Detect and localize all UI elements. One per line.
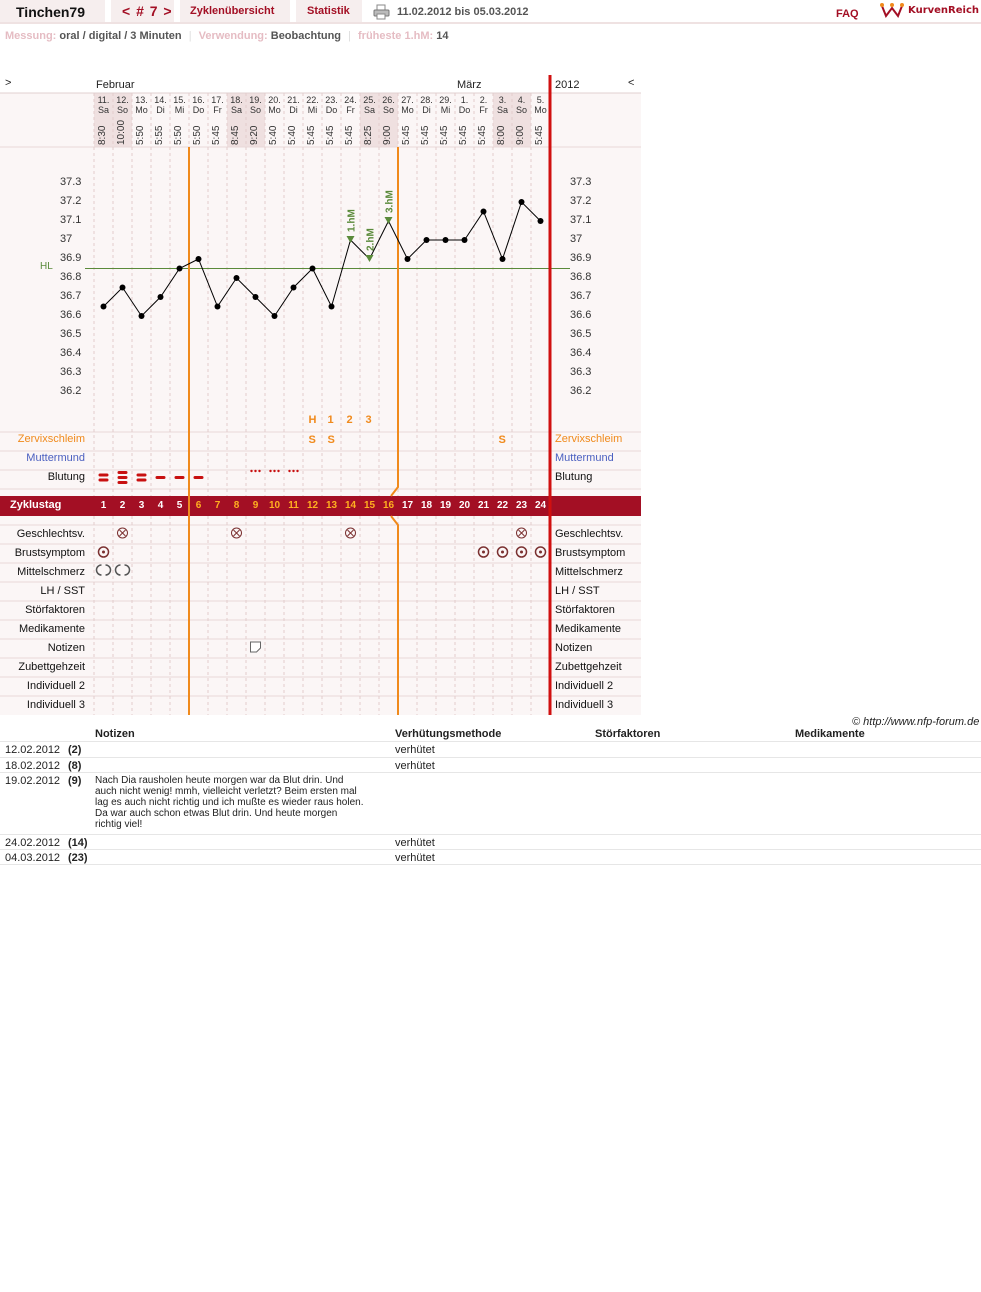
- table-row: [0, 773, 981, 835]
- day-weekday: Di: [156, 105, 165, 115]
- day-date: 26.: [382, 95, 395, 105]
- measurement-time: 5:40: [287, 125, 298, 145]
- temp-tick-left: 37.1: [60, 214, 82, 226]
- measurement-time: 5:50: [192, 125, 203, 145]
- row-date: 12.02.2012: [5, 744, 61, 756]
- hl-label: HL: [40, 260, 53, 272]
- cycle-day-number: 16: [382, 500, 395, 511]
- cycle-navigator[interactable]: < # 7 >: [111, 0, 174, 22]
- day-date: 15.: [173, 95, 186, 105]
- row-note: Nach Dia rausholen heute morgen war da Blut drin. Und auch nicht wenig! mmh, vielleicht verletzt? Beim ersten mal lag es auch nicht richtig und ich mußte es wieder raus holen. Da war auch schon etwas Blut drin. Und heute morgen richtig viel!: [95, 775, 364, 830]
- day-date: 5.: [536, 95, 545, 105]
- use-value: Beobachtung: [270, 30, 342, 42]
- cycle-day-number: 2: [119, 500, 126, 511]
- cycle-day-number: 17: [401, 500, 414, 511]
- hm-label: 1.hM: [346, 209, 358, 232]
- header-disturbances: Störfaktoren: [595, 728, 661, 740]
- copyright: © http://www.nfp-forum.de: [852, 716, 980, 728]
- temp-tick-left: 36.7: [60, 290, 82, 302]
- day-date: 16.: [192, 95, 205, 105]
- day-weekday: Mo: [268, 105, 281, 115]
- first-hm-value: 14: [436, 30, 449, 42]
- day-weekday: Fr: [213, 105, 222, 115]
- measurement-time: 5:50: [135, 125, 146, 145]
- cycle-day-number: 24: [534, 500, 547, 511]
- day-weekday: Di: [289, 105, 298, 115]
- cycle-day-number: 22: [496, 500, 509, 511]
- cycle-day-number: 11: [288, 500, 299, 511]
- measurement-time: 5:45: [420, 125, 431, 145]
- day-weekday: So: [116, 105, 128, 115]
- row-label-bleeding: Blutung: [47, 471, 85, 483]
- temp-tick-left: 37.2: [60, 195, 82, 207]
- cycle-day-number: 13: [325, 500, 338, 511]
- day-date: 23.: [325, 95, 338, 105]
- faq-link[interactable]: FAQ: [836, 8, 859, 20]
- day-weekday: So: [249, 105, 261, 115]
- row-label-right-meds: Medikamente: [555, 623, 622, 635]
- day-weekday: Mo: [534, 105, 547, 115]
- day-date: 4.: [517, 95, 526, 105]
- cervix-mark: S: [498, 434, 506, 446]
- header-notes: Notizen: [95, 728, 135, 740]
- day-date: 14.: [154, 95, 167, 105]
- measurement-time: 5:40: [268, 125, 279, 145]
- row-date: 19.02.2012: [5, 775, 61, 787]
- cycle-day-number: 1: [100, 500, 107, 511]
- row-label-right-cervix_os: Muttermund: [555, 452, 614, 464]
- day-date: 27.: [401, 95, 414, 105]
- day-weekday: Mo: [135, 105, 148, 115]
- measurement-time: 9:00: [382, 125, 393, 145]
- measurement-time: 5:45: [306, 125, 317, 145]
- day-date: 11.: [97, 95, 110, 105]
- day-date: 22.: [306, 95, 319, 105]
- row-cycleday: (23): [68, 852, 88, 864]
- day-weekday: Fr: [346, 105, 355, 115]
- day-weekday: So: [382, 105, 394, 115]
- hm-count-label: H: [308, 414, 317, 426]
- measurement-time: 10:00: [116, 119, 127, 145]
- measurement-time: 5:45: [477, 125, 488, 145]
- measurement-time: 5:45: [401, 125, 412, 145]
- day-date: 3.: [498, 95, 507, 105]
- temp-tick-right: 36.3: [570, 366, 592, 378]
- separator: |: [188, 30, 192, 42]
- day-date: 21.: [287, 95, 300, 105]
- day-weekday: Mo: [401, 105, 414, 115]
- row-label-cervix_os: Muttermund: [26, 452, 85, 464]
- day-date: 2.: [479, 95, 488, 105]
- cycle-day-number: 21: [477, 500, 490, 511]
- measurement-time: 9:20: [249, 125, 260, 145]
- statistics-link[interactable]: Statistik: [296, 0, 362, 22]
- day-date: 19.: [249, 95, 262, 105]
- cycle-day-number: 12: [306, 500, 319, 511]
- row-cycleday: (2): [68, 744, 82, 756]
- row-cycleday: (14): [68, 837, 88, 849]
- cycle-day-number: 18: [420, 500, 433, 511]
- temp-tick-right: 36.4: [570, 347, 592, 359]
- cycle-chart: [0, 75, 641, 715]
- day-weekday: Mi: [174, 105, 185, 115]
- temp-tick-left: 37.3: [60, 176, 82, 188]
- measurement-time: 5:45: [325, 125, 336, 145]
- day-weekday: Do: [192, 105, 205, 115]
- measurement-time: 8:30: [97, 125, 108, 145]
- logo-text[interactable]: KurvenReich: [908, 5, 980, 16]
- day-weekday: Di: [422, 105, 431, 115]
- measurement-time: 8:00: [496, 125, 507, 145]
- row-label-right-lh: LH / SST: [555, 585, 600, 597]
- day-date: 24.: [344, 95, 357, 105]
- row-cycleday: (9): [68, 775, 82, 787]
- row-method: verhütet: [395, 837, 435, 849]
- temp-tick-right: 37: [570, 233, 583, 245]
- temp-tick-right: 36.9: [570, 252, 592, 264]
- day-date: 13.: [135, 95, 148, 105]
- date-range: 11.02.2012 bis 05.03.2012: [397, 6, 529, 18]
- row-label-right-ind2: Individuell 2: [555, 680, 614, 692]
- row-cycleday: (8): [68, 760, 82, 772]
- day-date: 29.: [439, 95, 452, 105]
- temp-tick-left: 36.8: [60, 271, 82, 283]
- day-weekday: Sa: [363, 105, 375, 115]
- measurement-time: 5:45: [534, 125, 545, 145]
- year-label: 2012: [555, 79, 580, 91]
- print-icon[interactable]: [373, 4, 390, 20]
- table-row: [0, 758, 981, 773]
- day-date: 28.: [420, 95, 433, 105]
- temp-tick-right: 37.2: [570, 195, 592, 207]
- measurement-time: 9:00: [515, 125, 526, 145]
- cycle-day-number: 23: [515, 500, 528, 511]
- month-label: März: [457, 79, 482, 91]
- measurement-time: 5:55: [154, 125, 165, 145]
- cycle-day-number: 15: [363, 500, 376, 511]
- day-weekday: Mi: [307, 105, 318, 115]
- cycle-day-number: 4: [157, 500, 164, 511]
- temp-tick-left: 37: [60, 233, 73, 245]
- cycle-day-number: 9: [252, 500, 259, 511]
- row-label-right-ind3: Individuell 3: [555, 699, 614, 711]
- cycle-day-number: 19: [439, 500, 452, 511]
- hm-label: 3.hM: [384, 190, 396, 213]
- measurement-time: 5:45: [211, 125, 222, 145]
- row-label-ind2: Individuell 2: [26, 680, 85, 692]
- row-date: 24.02.2012: [5, 837, 61, 849]
- measure-value: oral / digital / 3 Minuten: [59, 30, 182, 42]
- row-date: 04.03.2012: [5, 852, 61, 864]
- temp-tick-left: 36.4: [60, 347, 82, 359]
- cycle-day-number: 6: [195, 500, 202, 511]
- nav-next-button[interactable]: <: [628, 77, 635, 89]
- row-method: verhütet: [395, 760, 435, 772]
- row-label-bedtime: Zubettgehzeit: [18, 661, 85, 673]
- separator: |: [348, 30, 351, 42]
- cycle-overview-link[interactable]: Zyklenübersicht: [180, 0, 290, 22]
- row-label-cervix: Zervixschleim: [17, 433, 85, 445]
- cervix-mark: S: [308, 434, 316, 446]
- temp-tick-left: 36.5: [60, 328, 82, 340]
- row-label-ind3: Individuell 3: [26, 699, 85, 711]
- table-row: [0, 835, 981, 850]
- day-date: 17.: [211, 95, 224, 105]
- measurement-time: 5:45: [344, 125, 355, 145]
- day-weekday: Sa: [230, 105, 242, 115]
- temp-tick-right: 37.1: [570, 214, 592, 226]
- row-date: 18.02.2012: [5, 760, 61, 772]
- username: Tinchen79: [0, 0, 105, 22]
- hm-count-label: 1: [327, 414, 334, 426]
- hm-label: 2.hM: [365, 228, 377, 251]
- temp-tick-right: 36.7: [570, 290, 592, 302]
- row-label-disturb: Störfaktoren: [25, 604, 85, 616]
- row-label-right-disturb: Störfaktoren: [555, 604, 615, 616]
- nav-prev-button[interactable]: >: [5, 77, 12, 89]
- cycle-day-number: 8: [233, 500, 240, 511]
- hm-count-label: 3: [365, 414, 372, 426]
- cycle-day-number: 14: [344, 500, 357, 511]
- month-label: Februar: [96, 79, 135, 91]
- header-method: Verhütungsmethode: [395, 728, 502, 740]
- measurement-time: 5:45: [458, 125, 469, 145]
- day-date: 1.: [460, 95, 469, 105]
- table-row: [0, 742, 981, 758]
- row-label-right-midpain: Mittelschmerz: [555, 566, 623, 578]
- row-label-right-intercourse: Geschlechtsv.: [555, 528, 624, 540]
- measurement-time: 8:25: [363, 125, 374, 145]
- day-weekday: Do: [458, 105, 471, 115]
- measure-label: Messung:: [5, 30, 57, 42]
- row-label-right-bleeding: Blutung: [555, 471, 593, 483]
- temp-tick-right: 36.6: [570, 309, 592, 321]
- temp-tick-right: 36.5: [570, 328, 592, 340]
- day-date: 18.: [230, 95, 243, 105]
- day-weekday: Sa: [97, 105, 109, 115]
- day-date: 25.: [363, 95, 376, 105]
- day-weekday: Fr: [479, 105, 488, 115]
- temp-tick-left: 36.9: [60, 252, 82, 264]
- row-label-right-notes: Notizen: [555, 642, 593, 654]
- day-weekday: Sa: [496, 105, 508, 115]
- temp-tick-left: 36.2: [60, 385, 82, 397]
- cycle-day-number: 5: [176, 500, 183, 511]
- row-label-right-breast: Brustsymptom: [555, 547, 626, 559]
- day-date: 20.: [268, 95, 281, 105]
- cycle-day-number: 7: [214, 500, 221, 511]
- measurement-info: [5, 30, 449, 42]
- measurement-time: 5:50: [173, 125, 184, 145]
- row-label-right-bedtime: Zubettgehzeit: [555, 661, 622, 673]
- temp-tick-left: 36.6: [60, 309, 82, 321]
- table-row: [0, 850, 981, 865]
- measurement-time: 8:45: [230, 125, 241, 145]
- measurement-time: 5:45: [439, 125, 450, 145]
- temp-tick-left: 36.3: [60, 366, 82, 378]
- row-label-lh: LH / SST: [40, 585, 85, 597]
- row-label-intercourse: Geschlechtsv.: [16, 528, 85, 540]
- cervix-mark: S: [327, 434, 335, 446]
- kurvenreich-logo-icon[interactable]: [880, 2, 904, 20]
- cycle-day-number: 20: [458, 500, 471, 511]
- row-label-right-cervix: Zervixschleim: [555, 433, 623, 445]
- day-weekday: Mi: [440, 105, 451, 115]
- day-weekday: Do: [325, 105, 338, 115]
- hm-count-label: 2: [346, 414, 353, 426]
- day-date: 12.: [116, 95, 129, 105]
- first-hm-label: früheste 1.hM:: [358, 30, 434, 42]
- header-medication: Medikamente: [795, 728, 865, 740]
- temp-tick-right: 36.8: [570, 271, 592, 283]
- cycle-day-label: Zyklustag: [10, 499, 62, 511]
- use-label: Verwendung:: [198, 30, 268, 42]
- temp-tick-right: 37.3: [570, 176, 592, 188]
- row-label-breast: Brustsymptom: [14, 547, 85, 559]
- row-method: verhütet: [395, 852, 435, 864]
- row-label-notes: Notizen: [47, 642, 85, 654]
- cycle-day-number: 3: [138, 500, 145, 511]
- row-method: verhütet: [395, 744, 435, 756]
- cycle-day-number: 10: [268, 500, 281, 511]
- top-bar: [0, 0, 981, 24]
- temp-tick-right: 36.2: [570, 385, 592, 397]
- row-label-midpain: Mittelschmerz: [17, 566, 85, 578]
- row-label-meds: Medikamente: [18, 623, 85, 635]
- day-weekday: So: [515, 105, 527, 115]
